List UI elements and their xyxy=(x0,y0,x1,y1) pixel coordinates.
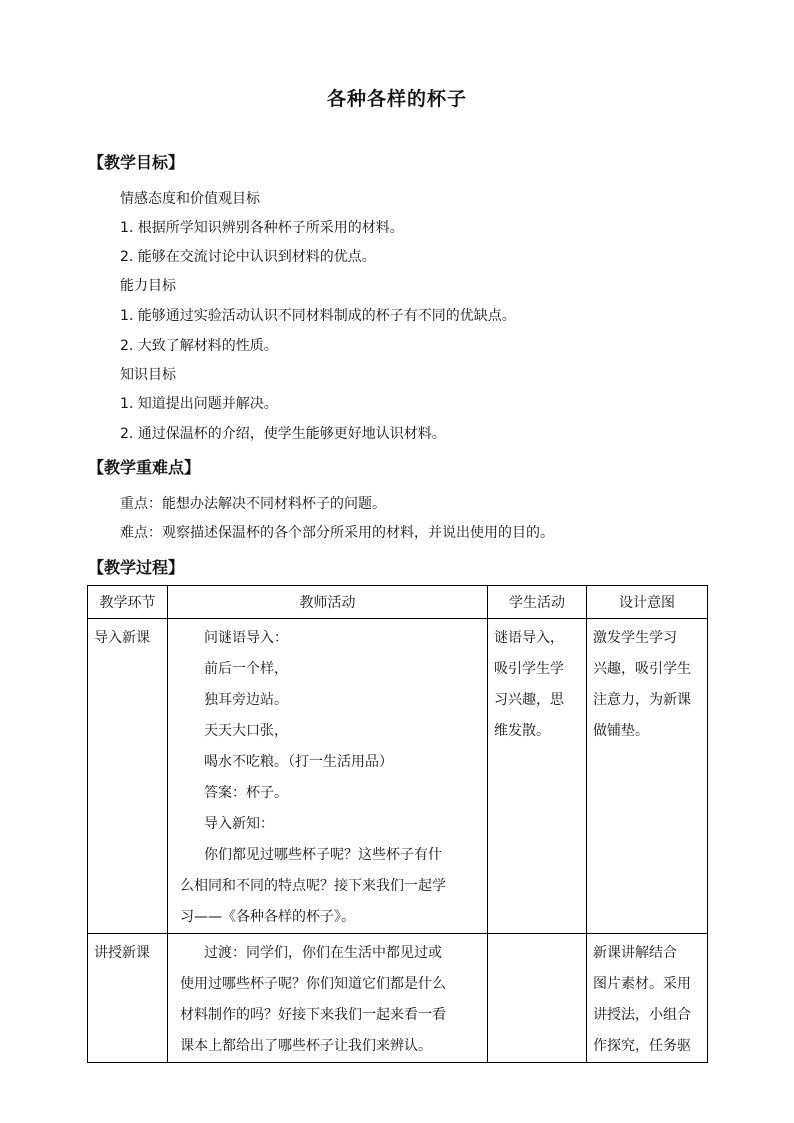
intent-cell xyxy=(587,934,708,1063)
teacher-line: 你们都见过哪些杯子呢？这些杯子有什 xyxy=(204,847,442,863)
teacher-line: 独耳旁边站。 xyxy=(204,692,288,708)
student-line: 吸引学生学 xyxy=(494,661,564,677)
teacher-line: 前后一个样， xyxy=(204,661,288,677)
header-student: 学生活动 xyxy=(488,586,587,619)
header-teacher: 教师活动 xyxy=(168,586,488,619)
intent-line: 图片素材。采用 xyxy=(593,976,691,992)
intent-line: 作探究，任务驱 xyxy=(593,1038,691,1054)
teacher-line: 习——《各种各样的杯子》。 xyxy=(180,909,355,925)
teacher-line: 喝水不吃粮。（打一生活用品） xyxy=(204,754,393,770)
header-intent: 设计意图 xyxy=(587,586,708,619)
teacher-line: 导入新知： xyxy=(204,816,274,832)
teacher-cell xyxy=(168,619,488,934)
key-point-line: 难点：观察描述保温杯的各个部分所采用的材料，并说出使用的目的。 xyxy=(120,525,554,541)
stage-label: 讲授新课 xyxy=(94,945,150,961)
header-stage: 教学环节 xyxy=(88,586,168,619)
student-line: 谜语导入， xyxy=(494,630,564,646)
table-row xyxy=(88,934,708,1063)
teacher-line: 过渡：同学们，你们在生活中都见过或 xyxy=(204,945,442,961)
teacher-line: 问谜语导入： xyxy=(204,630,288,646)
key-points-heading: 【教学重难点】 xyxy=(88,458,201,477)
goals-line: 能力目标 xyxy=(120,278,176,294)
student-cell xyxy=(488,619,587,934)
goals-line: 情感态度和价值观目标 xyxy=(120,191,260,207)
teacher-line: 使用过哪些杯子呢？你们知道它们都是什么 xyxy=(180,976,446,992)
table-row xyxy=(88,619,708,934)
goals-line: 1. 知道提出问题并解决。 xyxy=(120,396,278,412)
goals-line: 1. 能够通过实验活动认识不同材料制成的杯子有不同的优缺点。 xyxy=(120,308,516,324)
goals-line: 2. 通过保温杯的介绍，使学生能够更好地认识材料。 xyxy=(120,426,446,442)
key-point-line: 重点：能想办法解决不同材料杯子的问题。 xyxy=(120,496,386,512)
intent-line: 兴趣，吸引学生 xyxy=(593,661,691,677)
intent-line: 新课讲解结合 xyxy=(593,945,677,961)
intent-line: 激发学生学习 xyxy=(593,630,677,646)
intent-cell xyxy=(587,619,708,934)
process-table xyxy=(87,585,708,1063)
goals-line: 2. 大致了解材料的性质。 xyxy=(120,338,278,354)
intent-line: 注意力，为新课 xyxy=(593,692,691,708)
teacher-line: 材料制作的吗？好接下来我们一起来看一看 xyxy=(180,1007,446,1023)
goals-line: 知识目标 xyxy=(120,367,176,383)
goals-line: 2. 能够在交流讨论中认识到材料的优点。 xyxy=(120,249,376,265)
stage-label: 导入新课 xyxy=(94,630,150,646)
teacher-cell xyxy=(168,934,488,1063)
teacher-line: 么相同和不同的特点呢？接下来我们一起学 xyxy=(180,878,446,894)
goals-heading: 【教学目标】 xyxy=(88,153,185,172)
stage-cell xyxy=(88,619,168,934)
stage-cell xyxy=(88,934,168,1063)
intent-line: 做铺垫。 xyxy=(593,723,649,739)
table-header-row xyxy=(88,586,708,619)
intent-line: 讲授法，小组合 xyxy=(593,1007,691,1023)
teacher-line: 天天大口张， xyxy=(204,723,288,739)
process-heading: 【教学过程】 xyxy=(88,558,185,577)
goals-line: 1. 根据所学知识辨别各种杯子所采用的材料。 xyxy=(120,220,404,236)
student-line: 习兴趣，思 xyxy=(494,692,564,708)
student-line: 维发散。 xyxy=(494,723,550,739)
student-cell xyxy=(488,934,587,1063)
teacher-line: 课本上都给出了哪些杯子让我们来辨认。 xyxy=(180,1038,432,1054)
teacher-line: 答案：杯子。 xyxy=(204,785,288,801)
document-title: 各种各样的杯子 xyxy=(326,88,467,110)
